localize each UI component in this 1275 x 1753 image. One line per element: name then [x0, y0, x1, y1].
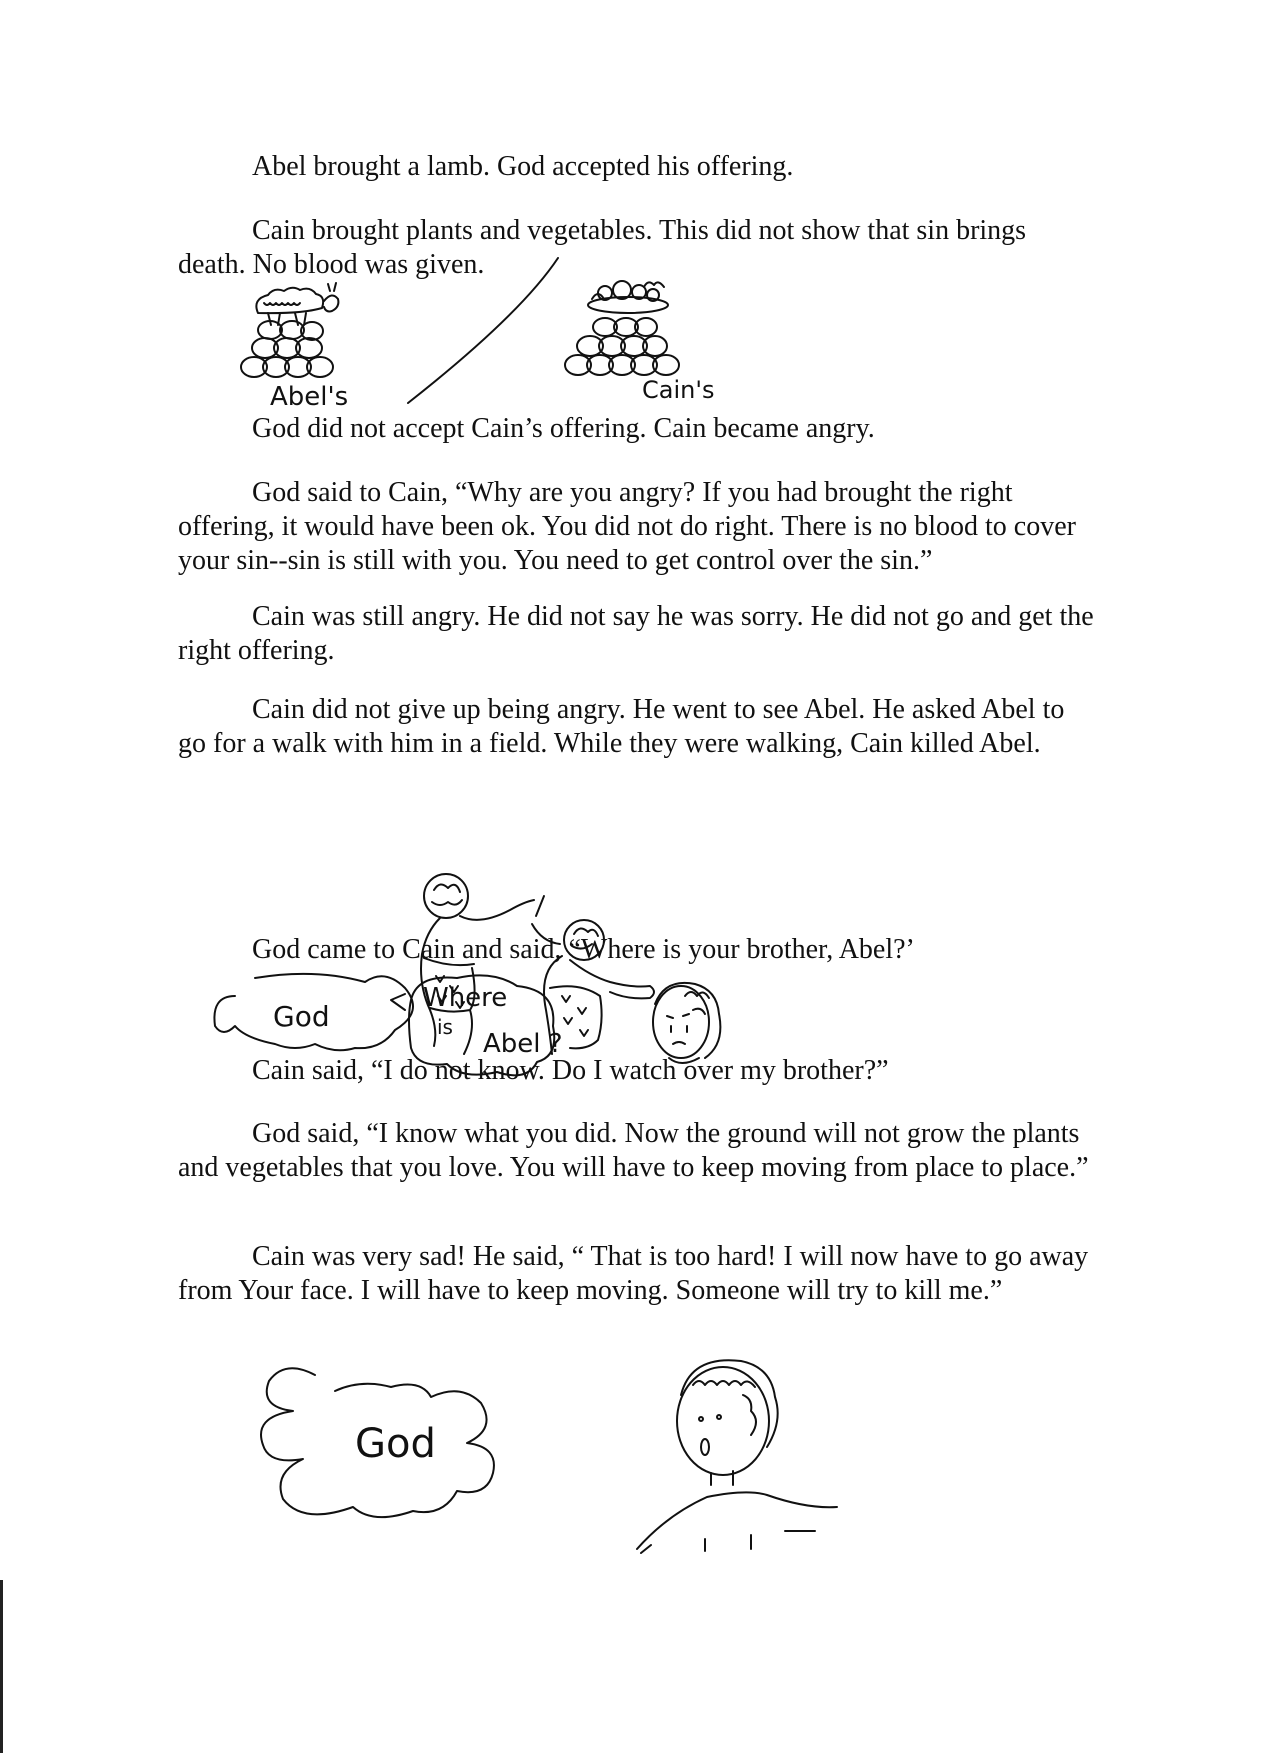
abels-label: Abel's: [270, 382, 349, 412]
cain-altar-drawing: [565, 281, 679, 375]
god-and-sad-cain-illustration: [255, 1355, 875, 1555]
page-edge-mark: [0, 1580, 3, 1753]
god-label-second: God: [355, 1421, 436, 1467]
sad-cain-drawing: [637, 1360, 837, 1553]
speech-line-is: is: [437, 1015, 453, 1039]
speech-line-abel: Abel ?: [483, 1029, 563, 1059]
paragraph-cain-do-not-know: Cain said, “I do not know. Do I watch over my brother?”: [252, 1055, 889, 1086]
abel-altar-drawing: [241, 283, 338, 377]
paragraph-cain-very-sad: Cain was very sad! He said, “ That is too hard! I will now have to go away from Your face. I will have to keep moving. Someone will try to kill me.”: [178, 1241, 1089, 1306]
paragraph-ground-will-not-grow: God said, “I know what you did. Now the ground will not grow the plants and vegetables that you love. You will have to keep moving from place to place.”: [178, 1118, 1089, 1183]
paragraph-where-brother: God came to Cain and said, “Where is your brother, Abel?’: [252, 934, 915, 965]
cains-label: Cain's: [642, 376, 715, 404]
paragraph-killed-abel: Cain did not give up being angry. He went to see Abel. He asked Abel to go for a walk with him in a field. While they were walking, Cain killed Abel.: [178, 694, 1065, 759]
divider-line: [408, 258, 558, 403]
paragraph-still-angry: Cain was still angry. He did not say he was sorry. He did not go and get the right offering.: [178, 601, 1094, 666]
god-label-first: God: [273, 1000, 330, 1033]
altars-illustration: [240, 255, 770, 430]
paragraph-not-accept: God did not accept Cain’s offering. Cain became angry.: [252, 413, 875, 444]
speech-line-where: Where: [423, 983, 508, 1013]
paragraph-god-said-why: God said to Cain, “Why are you angry? If you had brought the right offering, it would have been ok. You did not do right. There is no blood to cover your sin--sin is still with you. You need to get control over the sin.”: [178, 477, 1076, 576]
cain-face-drawing: [653, 983, 720, 1063]
paragraph-cain-plants: Cain brought plants and vegetables. This did not show that sin brings death. No blood was given.: [178, 215, 1027, 280]
paragraph-abel-lamb: Abel brought a lamb. God accepted his offering.: [252, 151, 794, 182]
